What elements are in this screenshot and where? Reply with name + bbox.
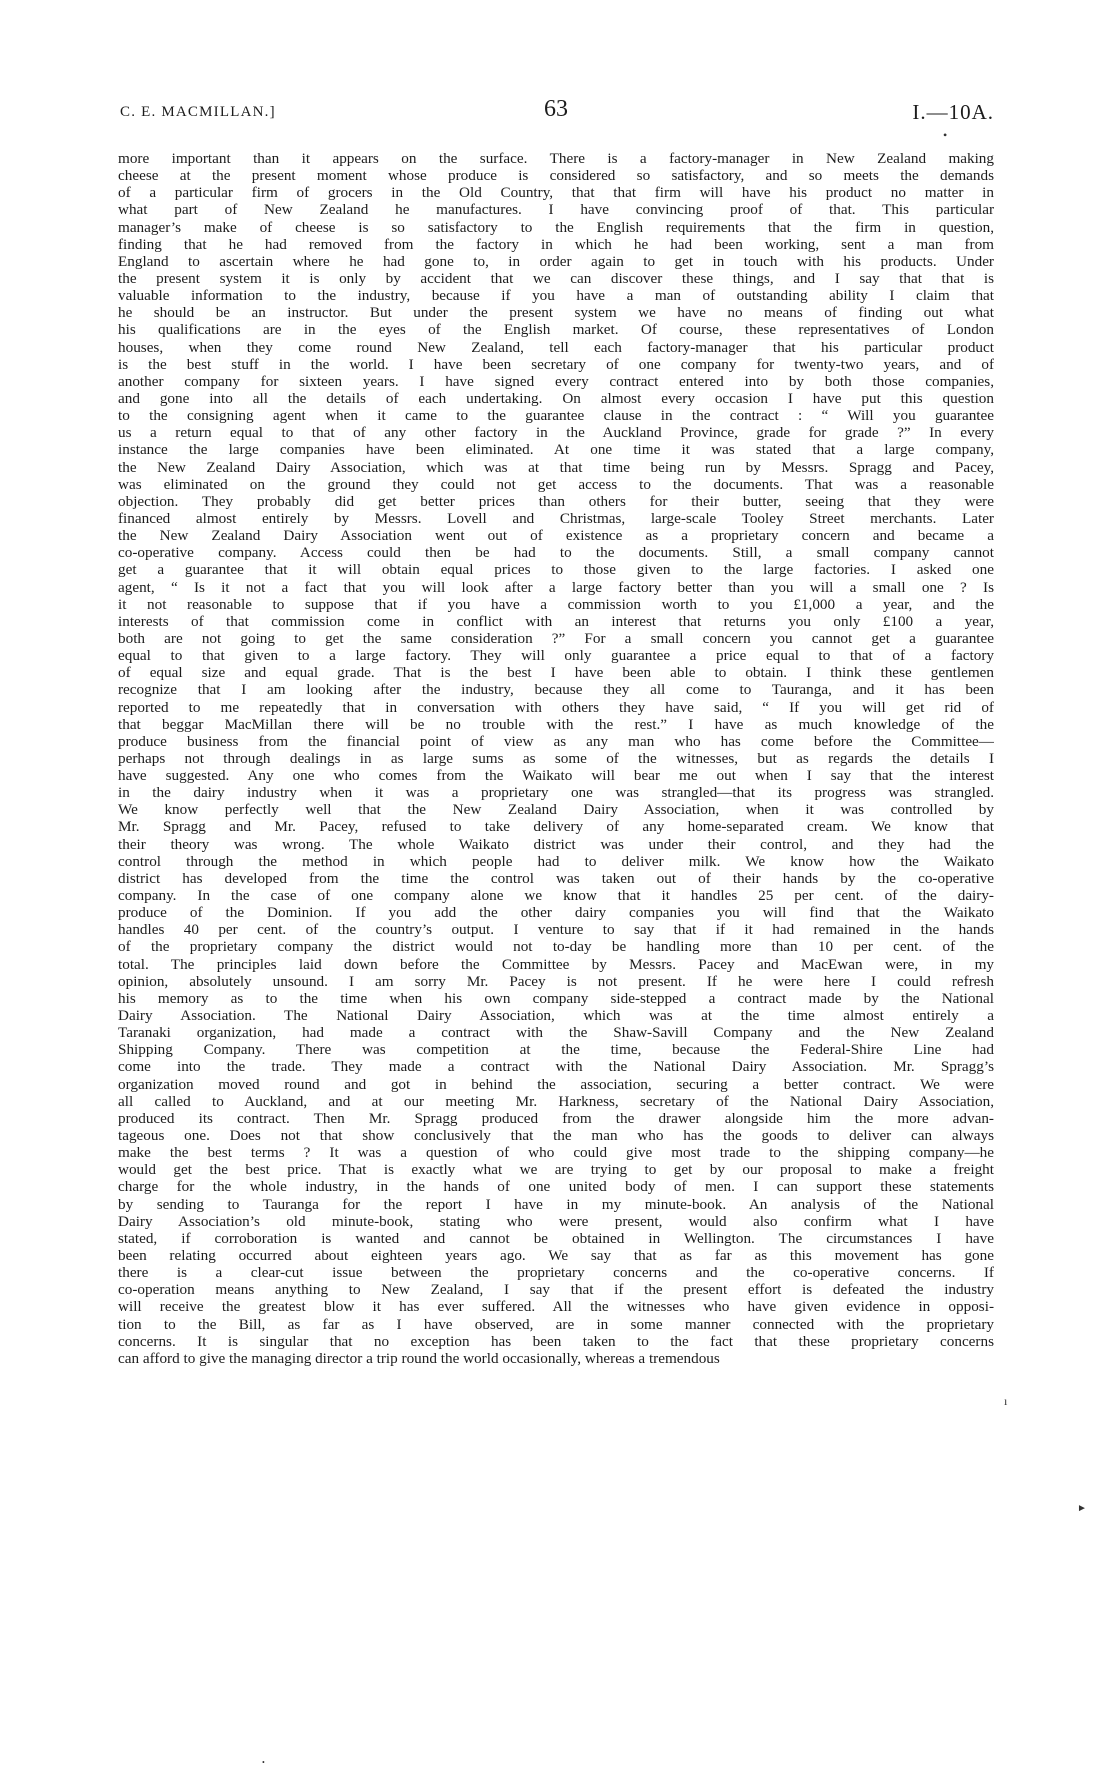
text-line: of a particular firm of grocers in the Old Country, that that firm will have his product no matter in	[118, 184, 994, 202]
text-line: perhaps not through dealings in as large sums as some of the witnesses, but as regards the details I	[118, 749, 994, 767]
text-line: and gone into all the details of each undertaking. On almost every occasion I have put this question	[118, 389, 994, 407]
bottom-dot-mark: •	[262, 1758, 265, 1767]
text-line: have suggested. Any one who comes from the Waikato will bear me out when I say that the interest	[118, 767, 994, 785]
text-line: concerns. It is singular that no exception has been taken to the fact that these proprietary concerns	[118, 1332, 994, 1350]
text-line: organization moved round and got in behind the association, securing a better contract. We were	[118, 1075, 994, 1093]
text-line: produce of the Dominion. If you add the other dairy companies you will find that the Waikato	[118, 904, 994, 922]
text-line: produced its contract. Then Mr. Spragg produced from the drawer alongside him the more advan-	[118, 1109, 994, 1127]
text-line: the present system it is only by accident that we can discover these things, and I say that that is	[118, 269, 994, 287]
text-line: Mr. Spragg and Mr. Pacey, refused to take delivery of any home-separated cream. We know that	[118, 818, 994, 836]
text-line: instance the large companies have been eliminated. At one time it was stated that a large company,	[118, 441, 994, 459]
text-line: make the best terms ? It was a question of who could give most trade to the shipping company—he	[118, 1144, 994, 1162]
text-line: was eliminated on the ground they could not get access to the documents. That was a reasonable	[118, 475, 994, 493]
text-line: interests of that commission come in conflict with an interest that returns you only £100 a year,	[118, 612, 994, 630]
text-line: in the dairy industry when it was a proprietary one was strangled—that its progress was strangled.	[118, 784, 994, 802]
text-line: reported to me repeatedly that in conversation with others they have said, “ If you will get rid of	[118, 698, 994, 716]
text-line: there is a clear-cut issue between the proprietary concerns and the co-operative concerns. If	[118, 1264, 994, 1282]
margin-dot-mark: •	[943, 128, 948, 142]
text-line: financed almost entirely by Messrs. Lovell and Christmas, large-scale Tooley Street merchants. Later	[118, 509, 994, 527]
text-line: by sending to Tauranga for the report I have in my minute-book. An analysis of the National	[118, 1195, 994, 1213]
margin-mark: ı	[1004, 1394, 1008, 1408]
text-line: that beggar MacMillan there will be no trouble with the rest.” I have as much knowledge of the	[118, 715, 994, 733]
page-number: 63	[544, 96, 568, 122]
text-line: recognize that I am looking after the industry, because they all come to Tauranga, and it has been	[118, 681, 994, 699]
text-line: the New Zealand Dairy Association, which was at that time being run by Messrs. Spragg and Pacey,	[118, 458, 994, 476]
text-line: control through the method in which people had to deliver milk. We know how the Waikato	[118, 852, 994, 870]
text-line: charge for the whole industry, in the hands of one united body of men. I can support these statements	[118, 1178, 994, 1196]
text-line: co-operation means anything to New Zealand, I say that if the present effort is defeated the industry	[118, 1281, 994, 1299]
text-line: another company for sixteen years. I have signed every contract entered into by both those companies,	[118, 372, 994, 390]
text-line: of the proprietary company the district would not to-day be handling more than 10 per cent. of the	[118, 938, 994, 956]
text-line: can afford to give the managing director a trip round the world occasionally, whereas a tremendous	[118, 1349, 720, 1367]
text-line: what part of New Zealand he manufactures. I have convincing proof of that. This particular	[118, 201, 994, 219]
text-line: agent, “ Is it not a fact that you will look after a large factory better than you will a small one ? Is	[118, 578, 994, 596]
text-line: is the best stuff in the world. I have been secretary of one company for twenty-two years, and of	[118, 355, 994, 373]
text-line: his qualifications are in the eyes of the English market. Of course, these representatives of London	[118, 321, 994, 339]
header-witness-name: C. E. MACMILLAN.]	[120, 104, 276, 120]
text-line: come into the trade. They made a contract with the National Dairy Association. Mr. Spragg’s	[118, 1058, 994, 1076]
text-line: total. The principles laid down before the Committee by Messrs. Pacey and MacEwan were, in my	[118, 955, 994, 973]
text-line: tageous one. Does not that show conclusively that the man who has the goods to deliver can always	[118, 1127, 994, 1145]
text-line: district has developed from the time the control was taken out of their hands by the co-operative	[118, 869, 994, 887]
text-line: all called to Auckland, and at our meeting Mr. Harkness, secretary of the National Dairy Association,	[118, 1092, 994, 1110]
text-line: to the consigning agent when it came to the guarantee clause in the contract : “ Will you guarantee	[118, 407, 994, 425]
text-line: would get the best price. That is exactly what we are trying to get by our proposal to make a freight	[118, 1161, 994, 1179]
text-line: will receive the greatest blow it has ever suffered. All the witnesses who have given evidence in opposi-	[118, 1298, 994, 1316]
text-line: equal to that given to a large factory. They will only guarantee a price equal to that of a factory	[118, 647, 994, 665]
text-line: England to ascertain where he had gone to, in order again to get in touch with his products. Under	[118, 252, 994, 270]
text-line: of equal size and equal grade. That is the best I have been able to obtain. I think these gentlemen	[118, 664, 994, 682]
text-line: get a guarantee that it will obtain equal prices to those given to the large factories. I asked one	[118, 561, 994, 579]
text-line: finding that he had removed from the factory in which he had been working, sent a man from	[118, 235, 994, 253]
text-line: houses, when they come round New Zealand, tell each factory-manager that his particular product	[118, 338, 994, 356]
text-line: more important than it appears on the surface. There is a factory-manager in New Zealand making	[118, 150, 994, 167]
text-line: manager’s make of cheese is so satisfactory to the English requirements that the firm in question,	[118, 218, 994, 236]
text-line: co-operative company. Access could then be had to the documents. Still, a small company cannot	[118, 544, 994, 562]
text-line: his memory as to the time when his own company side-stepped a contract made by the National	[118, 989, 994, 1007]
text-line: Shipping Company. There was competition at the time, because the Federal-Shire Line had	[118, 1041, 994, 1059]
text-line: their theory was wrong. The whole Waikato district was under their control, and they had the	[118, 835, 994, 853]
text-line: Dairy Association’s old minute-book, stating who were present, would also confirm what I have	[118, 1212, 994, 1230]
text-line: valuable information to the industry, because if you have a man of outstanding ability I claim that	[118, 287, 994, 305]
page-header	[118, 96, 994, 130]
body-text	[118, 150, 994, 1367]
text-line: handles 40 per cent. of the country’s output. I venture to say that if it had remained in the hands	[118, 921, 994, 939]
text-line: produce business from the financial point of view as any man who has come before the Committee—	[118, 732, 994, 750]
text-line: it not reasonable to suppose that if you have a commission worth to you £1,000 a year, and the	[118, 595, 994, 613]
text-line: tion to the Bill, as far as I have observed, are in some manner connected with the proprietary	[118, 1315, 994, 1333]
text-line: We know perfectly well that the New Zealand Dairy Association, when it was controlled by	[118, 801, 994, 819]
text-line: us a return equal to that of any other factory in the Auckland Province, grade for grade ?” In every	[118, 424, 994, 442]
document-reference: I.—10A.	[912, 100, 994, 124]
text-line: he should be an instructor. But under the present system we have no means of finding out what	[118, 304, 994, 322]
text-line: cheese at the present moment whose produce is considered so satisfactory, and so meets the demands	[118, 167, 994, 185]
margin-arrow-mark: ►	[1077, 1503, 1087, 1514]
text-line: Dairy Association. The National Dairy Association, which was at the time almost entirely a	[118, 1007, 994, 1025]
text-line: objection. They probably did get better prices than others for their butter, seeing that they were	[118, 492, 994, 510]
text-line: stated, if corroboration is wanted and cannot be obtained in Wellington. The circumstances I have	[118, 1229, 994, 1247]
text-line: opinion, absolutely unsound. I am sorry Mr. Pacey is not present. If he were here I could refresh	[118, 972, 994, 990]
text-line: both are not going to get the same consideration ?” For a small concern you cannot get a guarantee	[118, 629, 994, 647]
text-line: Taranaki organization, had made a contract with the Shaw-Savill Company and the New Zealand	[118, 1024, 994, 1042]
text-line: the New Zealand Dairy Association went out of existence as a proprietary concern and became a	[118, 527, 994, 545]
text-line: company. In the case of one company alone we know that it handles 25 per cent. of the dairy-	[118, 887, 994, 905]
text-line: been relating occurred about eighteen years ago. We say that as far as this movement has gone	[118, 1247, 994, 1264]
